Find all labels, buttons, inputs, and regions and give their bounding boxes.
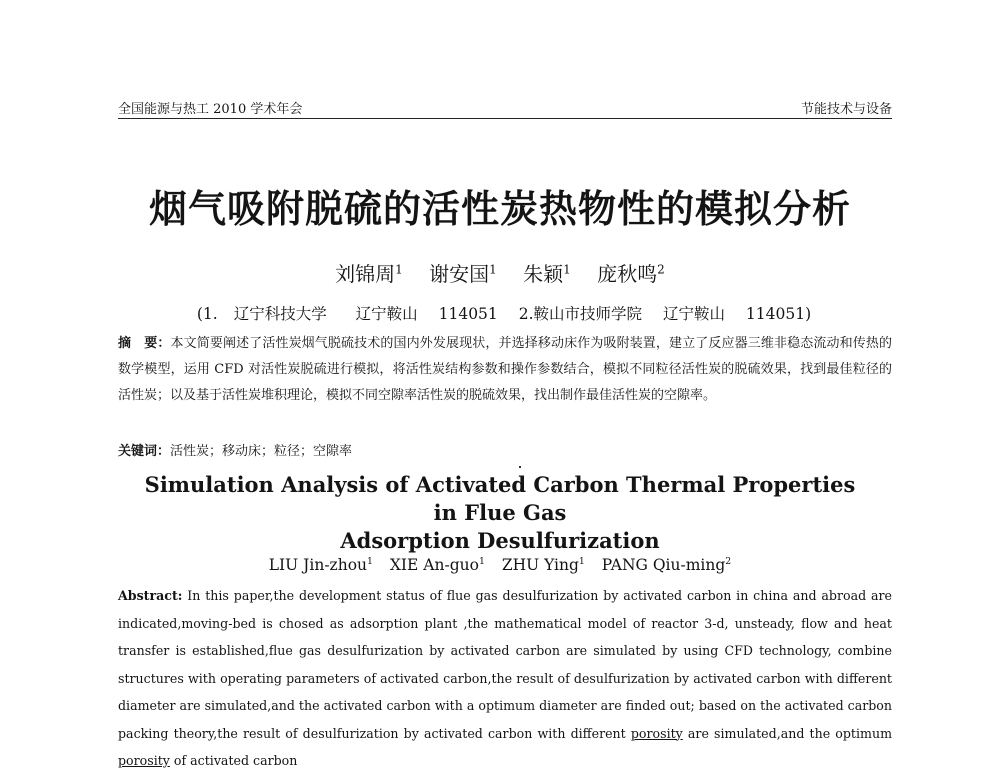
header-conference: 全国能源与热工 2010 学术年会 (118, 102, 303, 117)
title-chinese: 烟气吸附脱硫的活性炭热物性的模拟分析 (148, 186, 851, 231)
abstract-en-label: Abstract: (118, 588, 183, 603)
affil-1-city: 辽宁鞍山 (355, 305, 418, 323)
author-cn-3: 朱颖$^1$ (523, 262, 571, 286)
abstract-english (118, 582, 892, 775)
term-porosity-2: porosity (118, 753, 170, 768)
affil-2-zip: 114051) (745, 305, 812, 323)
abstract-en-text-1: In this paper,the development status of flue gas desulfurization by activated carbon in china and abroad are indicated,moving-bed is chosed as adsorption plant ,the mathematical model of reactor 3-d, unsteady, flow and heat transfer is established,flue gas desulfurization by activated carbon are simulated by using CFD technology, combine structures with operating parameters of activated carbon,the result of desulfurization by activated carbon with different diameter are simulated,and the activated carbon with a optimum diameter are finded out; based on the activated carbon packing theory,the result of desulfurization by activated carbon with different (118, 588, 892, 741)
author-en-3: ZHU Ying$^1$ (501, 556, 585, 575)
title-en-line-1: Simulation Analysis of Activated Carbon Thermal Properties in Flue Gas (144, 472, 856, 525)
affil-1-zip: 114051 (438, 305, 498, 323)
title-english (130, 471, 870, 555)
author-en-1: LIU Jin-zhou$^1$ (268, 556, 373, 575)
keywords-chinese (118, 440, 892, 459)
authors-english (0, 556, 1000, 574)
affil-2-city: 辽宁鞍山 (662, 305, 725, 323)
affil-2: 2.鞍山市技师学院 (518, 305, 643, 323)
running-header (118, 92, 892, 119)
keywords-cn-label: 关键词： (118, 444, 171, 459)
abstract-cn-label: 摘 要： (118, 336, 171, 351)
affiliations-chinese (0, 302, 1000, 324)
author-cn-2: 谢安国$^1$ (429, 262, 497, 286)
keywords-cn-text: 活性炭；移动床；粒径；空隙率 (170, 444, 353, 459)
title-en-line-2: Adsorption Desulfurization (340, 528, 660, 553)
abstract-chinese (118, 331, 892, 409)
abstract-cn-text: 本文简要阐述了活性炭烟气脱硫技术的国内外发展现状，并选择移动床作为吸附装置，建立了反应器三维非稳态流动和传热的数学模型，运用 CFD 对活性炭脱硫进行模拟，将活性炭结构参数和操作参数结合，模拟不同粒径活性炭的脱硫效果，找到最佳粒径的活性炭；以及基于活性炭堆积理论，模拟不同空隙率活性炭的脱硫效果，找出制作最佳活性炭的空隙率。 (118, 336, 892, 403)
abstract-en-text-3: of activated carbon (169, 753, 298, 768)
affil-1: (1. 辽宁科技大学 (196, 305, 327, 323)
abstract-en-text-2: are simulated,and the optimum (682, 725, 893, 741)
header-section: 节能技术与设备 (800, 102, 892, 117)
author-en-4: PANG Qiu-ming$^2$ (601, 556, 732, 575)
author-cn-1: 刘锦周$^1$ (335, 262, 403, 286)
authors-chinese (0, 258, 1000, 287)
author-cn-4: 庞秋鸣$^2$ (597, 262, 665, 286)
stray-mark (519, 466, 521, 468)
term-porosity-1: porosity (630, 725, 683, 741)
author-en-2: XIE An-guo$^1$ (389, 556, 485, 575)
